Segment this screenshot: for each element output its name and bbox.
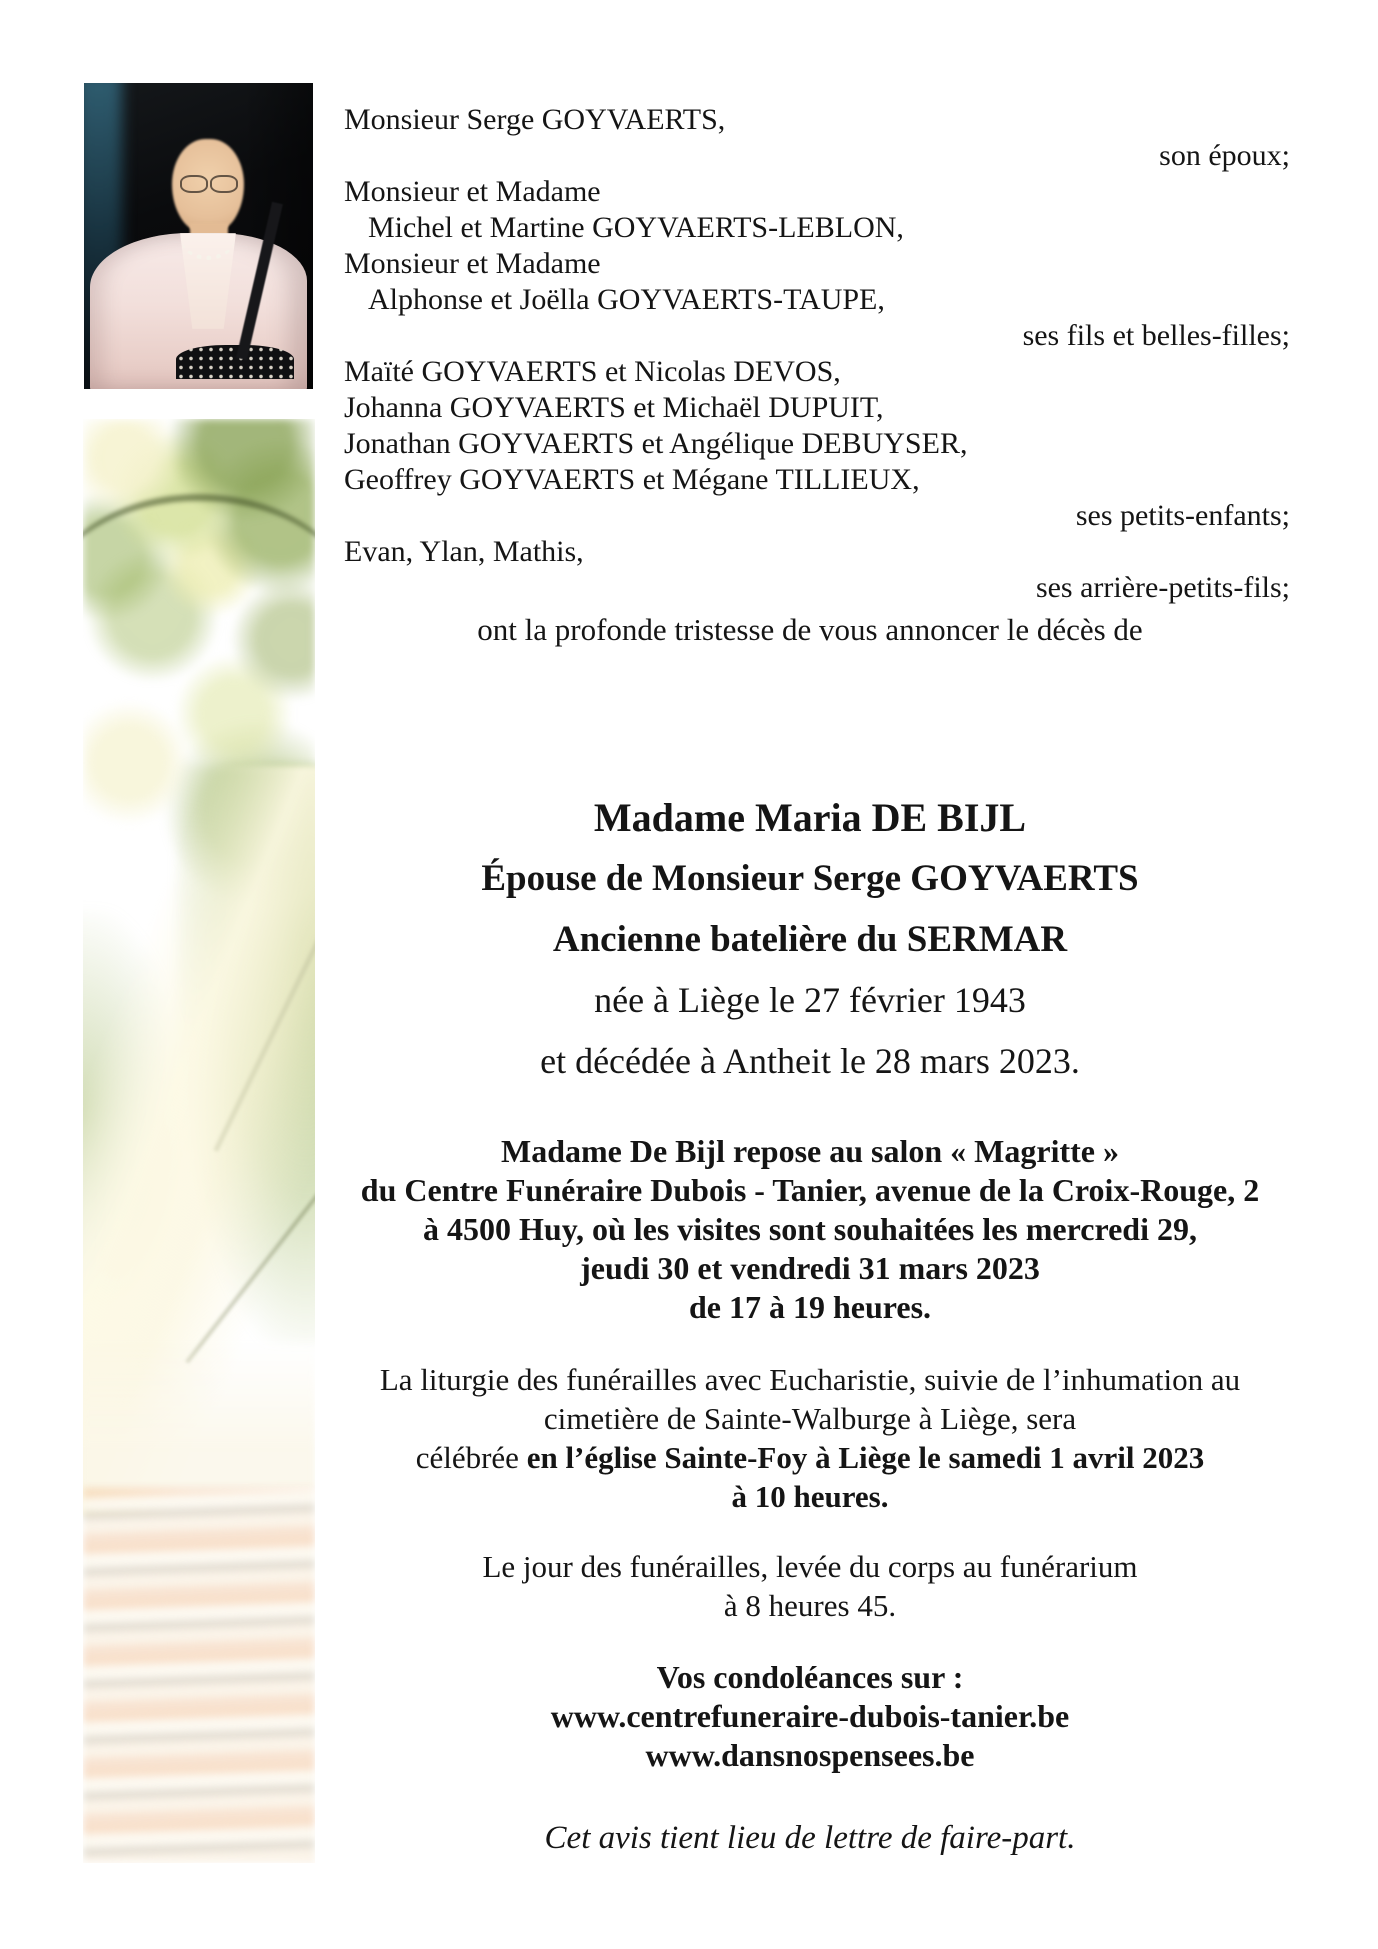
relation-label: ses arrière-petits-fils; (1035, 571, 1290, 604)
family-line: Monsieur et Madame (344, 175, 601, 208)
condolences-heading: Vos condoléances sur : (656, 1659, 964, 1695)
family-line: Monsieur Serge GOYVAERTS, (344, 103, 726, 136)
forest-branch-arc (83, 494, 315, 611)
relation-label: ses petits-enfants; (1075, 499, 1290, 532)
liturgy-line-bold-part: en l’église Sainte-Foy à Liège le samedi 1 avril 2023 (526, 1440, 1205, 1475)
family-line: Johanna GOYVAERTS et Michaël DUPUIT, (344, 391, 884, 424)
forest-path-ground (83, 1488, 315, 1863)
family-line: Alphonse et Joëlla GOYVAERTS-TAUPE, (368, 283, 885, 316)
repose-line: du Centre Funéraire Dubois - Tanier, avenue de la Croix-Rouge, 2 (360, 1172, 1260, 1208)
family-line: Monsieur et Madame (344, 247, 601, 280)
portrait-lace-top (176, 345, 294, 379)
family-line: Geoffrey GOYVAERTS et Mégane TILLIEUX, (344, 463, 920, 496)
family-line: Maïté GOYVAERTS et Nicolas DEVOS, (344, 355, 841, 388)
deceased-birth-line: née à Liège le 27 février 1943 (594, 980, 1026, 1020)
repose-line: de 17 à 19 heures. (688, 1289, 932, 1325)
deceased-spouse-line: Épouse de Monsieur Serge GOYVAERTS (481, 858, 1139, 899)
announcement-sentence: ont la profonde tristesse de vous annoncer le décès de (477, 612, 1143, 647)
relation-label: ses fils et belles-filles; (1022, 319, 1290, 352)
liturgy-line: La liturgie des funérailles avec Eucharistie, suivie de l’inhumation au (379, 1362, 1241, 1397)
liturgy-time-line: à 10 heures. (731, 1479, 889, 1514)
levee-line: Le jour des funérailles, levée du corps au funérarium (482, 1549, 1138, 1584)
levee-line: à 8 heures 45. (723, 1588, 897, 1623)
forest-path-photo (83, 419, 315, 1863)
family-block (344, 102, 1290, 606)
family-line: Jonathan GOYVAERTS et Angélique DEBUYSER, (344, 427, 968, 460)
deceased-profession-line: Ancienne batelière du SERMAR (552, 919, 1068, 960)
family-line: Evan, Ylan, Mathis, (344, 535, 584, 568)
family-line: Michel et Martine GOYVAERTS-LEBLON, (368, 211, 904, 244)
condolences-block (300, 1658, 1320, 1775)
deceased-death-line: et décédée à Antheit le 28 mars 2023. (540, 1041, 1080, 1081)
portrait-pearl-necklace (182, 221, 234, 260)
deceased-name: Madame Maria DE BIJL (593, 795, 1027, 840)
repose-block (300, 1132, 1320, 1327)
liturgy-block (300, 1360, 1320, 1516)
condolences-website: www.dansnospensees.be (645, 1737, 975, 1773)
repose-line: à 4500 Huy, où les visites sont souhaitées les mercredi 29, (423, 1211, 1197, 1247)
repose-line: jeudi 30 et vendredi 31 mars 2023 (580, 1250, 1040, 1286)
levee-block (300, 1547, 1320, 1625)
closing-line: Cet avis tient lieu de lettre de faire-part. (544, 1820, 1076, 1856)
liturgy-line (300, 1438, 1320, 1477)
relation-label: son époux; (1159, 139, 1290, 172)
portrait-glasses (180, 175, 238, 190)
forest-path-haze (83, 1343, 315, 1487)
condolences-website: www.centrefuneraire-dubois-tanier.be (550, 1698, 1070, 1734)
repose-line: Madame De Bijl repose au salon « Magritte » (501, 1133, 1119, 1169)
liturgy-line: cimetière de Sainte-Walburge à Liège, sera (543, 1401, 1077, 1436)
liturgy-line-regular-part: célébrée (415, 1440, 527, 1475)
portrait-photo (84, 83, 313, 389)
